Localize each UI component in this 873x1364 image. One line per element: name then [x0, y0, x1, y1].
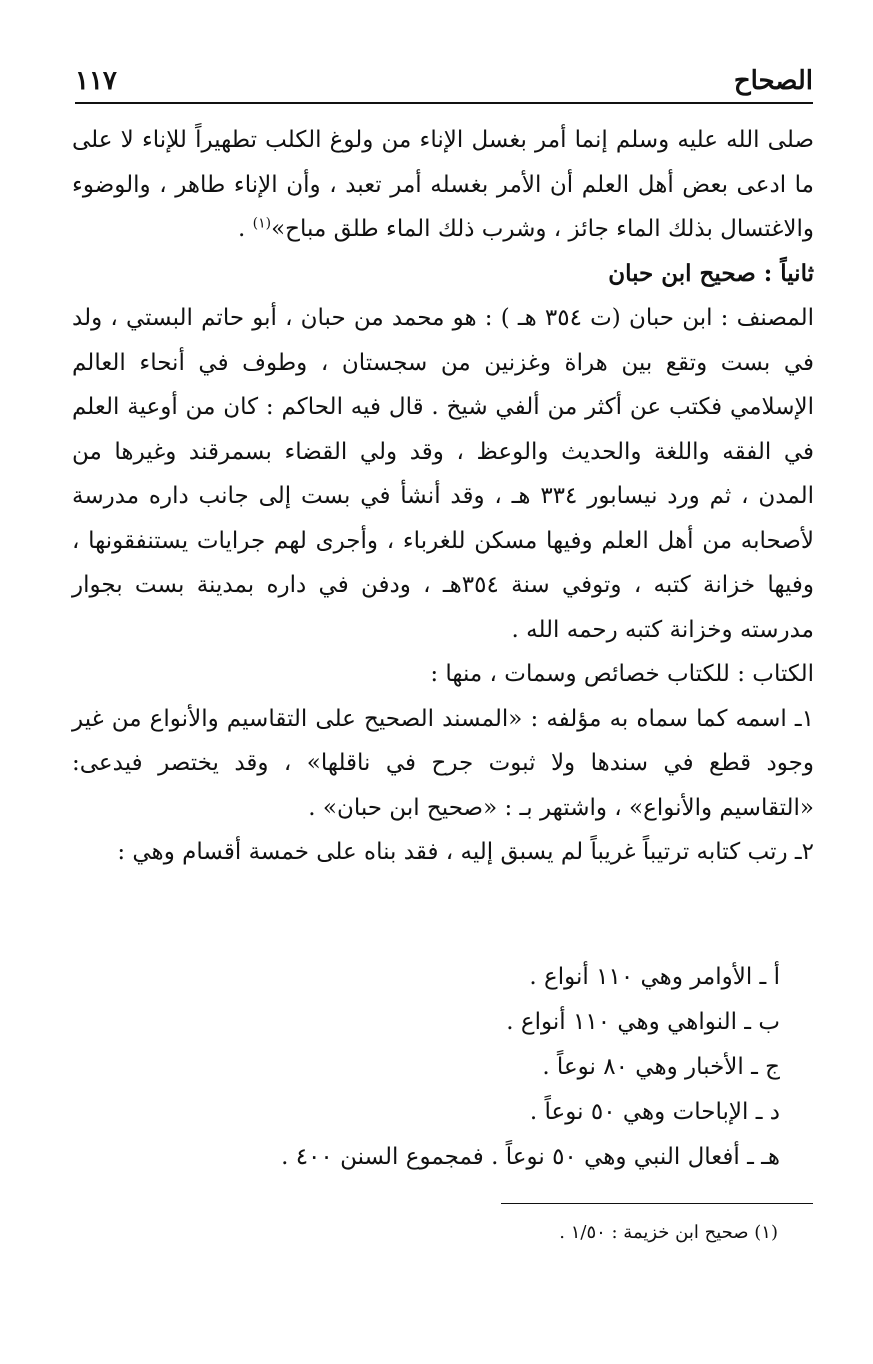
point-two: ٢ـ رتب كتابه ترتيباً غريباً لم يسبق إليه ، فقد بناه على خمسة أقسام وهي : [117, 839, 814, 865]
header-divider [75, 102, 813, 104]
point-one: ١ـ اسمه كما سماه به مؤلفه : «المسند الصحيح على التقاسيم والأنواع من غير وجود قطع في سندها ولا ثبوت جرح في ناقلها» ، وقد يختصر فيدعى: «التقاسيم والأنواع» ، واشتهر بـ : «صحيح ابن حبان» . [72, 705, 814, 821]
list-item: أ ـ الأوامر وهي ١١٠ أنواع . [529, 964, 780, 990]
book-intro: الكتاب : للكتاب خصائص وسمات ، منها : [430, 661, 814, 687]
list-item: ب ـ النواهي وهي ١١٠ أنواع . [506, 1009, 780, 1035]
sections-list [72, 955, 814, 1180]
opening-paragraph-end: . [238, 216, 253, 242]
list-item: د ـ الإباحات وهي ٥٠ نوعاً . [529, 1099, 780, 1125]
author-paragraph: المصنف : ابن حبان (ت ٣٥٤ هـ ) : هو محمد من حبان ، أبو حاتم البستي ، ولد في بست وتقع بين هراة وغزنين من سجستان ، وطوف في أنحاء العالم الإسلامي فكتب عن أكثر من ألفي شيخ . قال فيه الحاكم : كان من أوعية العلم في الفقه واللغة والحديث والوعظ ، وقد ولي القضاء بسمرقند وغيرها من المدن ، ثم ورد نيسابور ٣٣٤ هـ ، وقد أنشأ في بست إلى جانب داره مدرسة لأصحابه من أهل العلم وفيها مسكن للغرباء ، وأجرى لهم جرايات يستنفقونها ، وفيها خزانة كتبه ، وتوفي سنة ٣٥٤هـ ، ودفن في داره بمدينة بست بجوار مدرسته وخزانة كتبه رحمه الله . [72, 305, 814, 643]
opening-paragraph [72, 118, 814, 252]
opening-paragraph-text: صلى الله عليه وسلم إنما أمر بغسل الإناء من ولوغ الكلب تطهيراً للإناء لا على ما ادعى بعض أهل العلم أن الأمر بغسله أمر تعبد ، وأن الإناء طاهر ، والوضوء والاغتسال بذلك الماء جائز ، وشرب ذلك الماء طلق مباح» [72, 127, 814, 242]
running-title: الصحاح [733, 66, 813, 96]
page-header [75, 62, 813, 106]
footnote: (١) صحيح ابن خزيمة : ١/٥٠ . [559, 1222, 778, 1243]
footnote-divider [501, 1203, 813, 1204]
list-item: هـ ـ أفعال النبي وهي ٥٠ نوعاً . فمجموع السنن ٤٠٠ . [281, 1144, 780, 1170]
section-heading: ثانياً : صحيح ابن حبان [608, 259, 814, 287]
main-text [72, 118, 814, 875]
footnote-marker: (١) [252, 215, 272, 232]
list-item: ج ـ الأخبار وهي ٨٠ نوعاً . [542, 1054, 780, 1080]
page-number: ١١٧ [75, 66, 117, 96]
